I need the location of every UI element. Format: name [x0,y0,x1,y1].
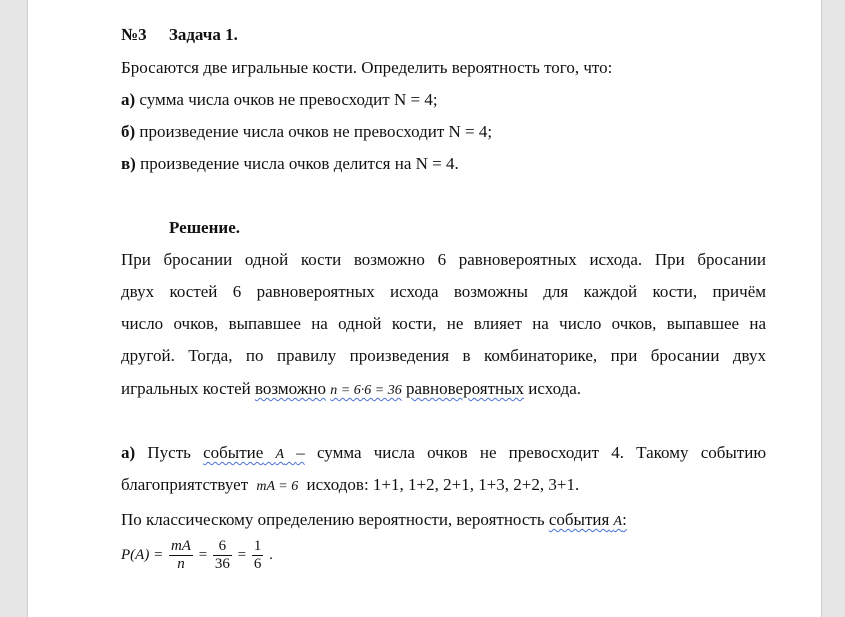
part-a-line-2: благоприятствует mA = 6 исходов: 1+1, 1+2, 2+1, 1+3, 2+2, 3+1. [121,475,580,494]
fraction-1-6: $\frac{1}{6}$ [253,538,262,572]
solution-line-4: другой. Тогда, по правилу произведения в комбинаторике, при бросании двух [121,346,766,365]
spellcheck-word: события A: [548,510,627,529]
solution-line-3: число очков, выпавшее на одной кости, не влияет на число очков, выпавшее на [121,314,766,333]
solution-title: Решение. [169,218,240,237]
spellcheck-word: возможно [254,379,327,398]
problem-item-c [121,153,459,175]
task-title: Задача 1. [168,25,238,44]
solution-line-2: двух костей 6 равновероятных исхода возможны для каждой кости, причём [121,282,766,301]
task-header [121,24,238,46]
spellcheck-word: равновероятных [405,379,525,398]
item-text: произведение числа очков делится на N = 4. [140,154,459,173]
fraction-6-36: $\frac{6}{36}$ [214,538,230,572]
item-label: а) [121,90,136,109]
solution-line-5: игральных костей возможно n = 6·6 = 36 равновероятных исхода. [121,379,582,398]
classic-definition: По классическому определению вероятности, вероятность события A: [121,510,627,529]
problem-intro: Бросаются две игральные кости. Определить вероятность того, что: [121,58,613,77]
formula-lhs: P(A) = [121,547,164,563]
document-page [27,0,822,617]
formula-n: n = 6·6 = 36 [330,383,402,398]
part-a-line-1: а) Пусть событие A – сумма числа очков не превосходит 4. Такому событию [121,443,767,462]
item-text: сумма числа очков не превосходит N = 4; [139,90,438,109]
part-a-label: а) [121,443,136,462]
item-label: б) [121,122,136,141]
formula-mA: mA = 6 [256,479,299,494]
task-number: №3 [121,25,147,44]
spellcheck-word: событие A – [203,443,305,462]
solution-line-1: При бросании одной кости возможно 6 равновероятных исхода. При бросании [121,250,766,269]
problem-item-b [121,121,492,143]
probability-formula: P(A) = $\frac{mA}{n}$ = $\frac{6}{36}$ = $\frac{1}{6}$ . [121,538,273,572]
fraction-mA-n: $\frac{mA}{n}$ [170,538,191,572]
item-text: произведение числа очков не превосходит N = 4; [139,122,493,141]
problem-item-a [121,89,438,111]
item-label: в) [121,154,136,173]
